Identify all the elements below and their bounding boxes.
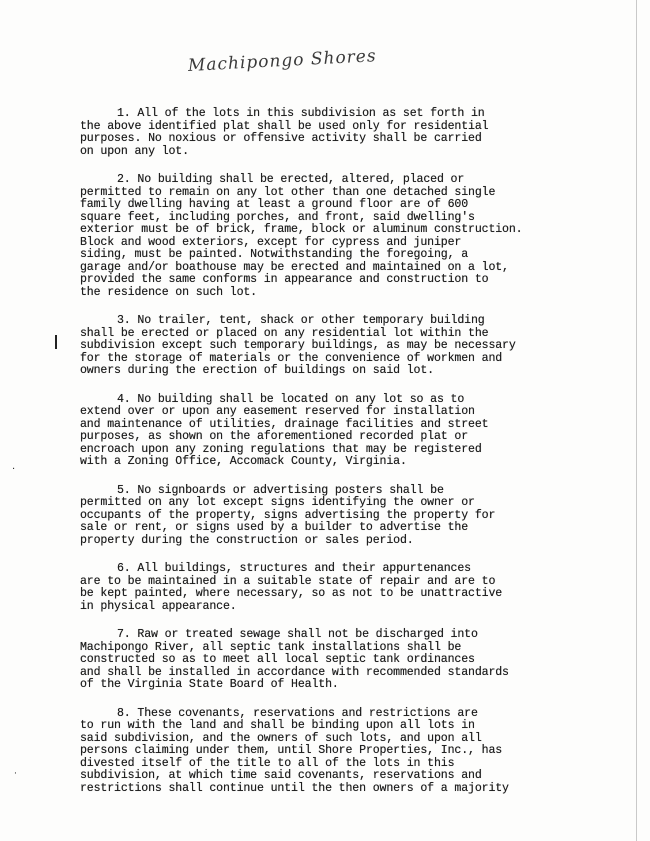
- covenant-paragraph: [80, 629, 532, 692]
- handwritten-heading: Machipongo Shores: [187, 46, 378, 76]
- text-line: 2. No building shall be erected, altered, placed or: [117, 173, 465, 186]
- text-line: said subdivision, and the owners of such lots, and upon all: [80, 731, 482, 745]
- covenant-paragraph: [80, 708, 532, 796]
- text-line: and shall be installed in accordance with recommended standards: [80, 665, 509, 679]
- text-line: permitted on any lot except signs identifying the owner or: [80, 496, 475, 509]
- text-line: siding, must be painted. Notwithstanding the foregoing, a: [80, 248, 469, 261]
- text-line: property during the construction or sales period.: [80, 533, 414, 547]
- text-line: extend over or upon any easement reserved for installation: [80, 405, 475, 418]
- text-line: 8. These covenants, reservations and restrictions are: [117, 706, 478, 720]
- text-line: divested itself of the title to all of the lots in this: [80, 756, 455, 770]
- margin-bar-mark: [55, 335, 57, 349]
- text-line: 7. Raw or treated sewage shall not be discharged into: [117, 628, 478, 641]
- covenant-paragraph: [80, 394, 532, 469]
- text-line: Machipongo River, all septic tank installations shall be: [80, 640, 462, 654]
- margin-dot-mark: ·: [14, 769, 17, 779]
- text-line: encroach upon any zoning regulations that may be registered: [80, 442, 482, 456]
- text-line: and maintenance of utilities, drainage facilities and street: [80, 417, 489, 431]
- text-line: sale or rent, or signs used by a builder to advertise the: [80, 521, 469, 534]
- text-line: to run with the land and shall be binding upon all lots in: [80, 719, 475, 732]
- text-line: shall be erected or placed on any residential lot within the: [80, 326, 489, 340]
- text-line: are to be maintained in a suitable state of repair and are to: [80, 574, 496, 588]
- text-line: permitted to remain on any lot other than one detached single: [80, 185, 496, 199]
- text-line: restrictions shall continue until the then owners of a majority: [80, 781, 509, 795]
- text-line: square feet, including porches, and front, said dwelling's: [80, 210, 475, 224]
- text-line: garage and/or boathouse may be erected and maintained on a lot,: [80, 260, 509, 274]
- text-line: purposes. No noxious or offensive activity shall be carried: [80, 132, 482, 145]
- text-line: 3. No trailer, tent, shack or other temporary building: [117, 314, 485, 327]
- text-line: 4. No building shall be located on any lot so as to: [117, 392, 465, 406]
- text-line: Block and wood exteriors, except for cypress and juniper: [80, 235, 462, 249]
- text-line: subdivision, at which time said covenants, reservations and: [80, 769, 482, 782]
- text-line: purposes, as shown on the aforementioned recorded plat or: [80, 430, 469, 443]
- covenant-paragraph: [80, 315, 532, 378]
- text-line: 5. No signboards or advertising posters shall be: [117, 483, 444, 497]
- covenant-paragraph: [80, 485, 532, 548]
- text-line: the above identified plat shall be used only for residential: [80, 119, 489, 133]
- text-line: 6. All buildings, structures and their appurtenances: [117, 562, 471, 575]
- text-line: for the storage of materials or the convenience of workmen and: [80, 351, 503, 365]
- text-line: persons claiming under them, until Shore Properties, Inc., has: [80, 744, 503, 757]
- text-line: provided the same conforms in appearance and construction to: [80, 273, 489, 286]
- text-line: with a Zoning Office, Accomack County, Virginia.: [80, 455, 407, 468]
- text-line: in physical appearance.: [80, 599, 237, 613]
- covenant-paragraph: [80, 563, 532, 613]
- text-line: family dwelling having at least a ground floor are of 600: [80, 198, 469, 211]
- scan-edge-line: [636, 0, 637, 841]
- text-line: 1. All of the lots in this subdivision as set forth in: [117, 107, 485, 120]
- text-line: owners during the erection of buildings on said lot.: [80, 364, 434, 377]
- text-line: exterior must be of brick, frame, block or aluminum construction.: [80, 223, 523, 236]
- text-line: on upon any lot.: [80, 144, 189, 158]
- text-line: of the Virginia State Board of Health.: [80, 678, 339, 691]
- text-line: be kept painted, where necessary, so as not to be unattractive: [80, 587, 503, 600]
- covenants-text: [80, 108, 532, 811]
- margin-dot-mark: ·: [12, 464, 16, 475]
- covenant-paragraph: [80, 174, 532, 299]
- text-line: occupants of the property, signs advertising the property for: [80, 508, 496, 522]
- text-line: the residence on such lot.: [80, 285, 257, 299]
- text-line: constructed so as to meet all local septic tank ordinances: [80, 653, 475, 666]
- covenant-paragraph: [80, 108, 532, 158]
- text-line: subdivision except such temporary buildings, as may be necessary: [80, 339, 516, 352]
